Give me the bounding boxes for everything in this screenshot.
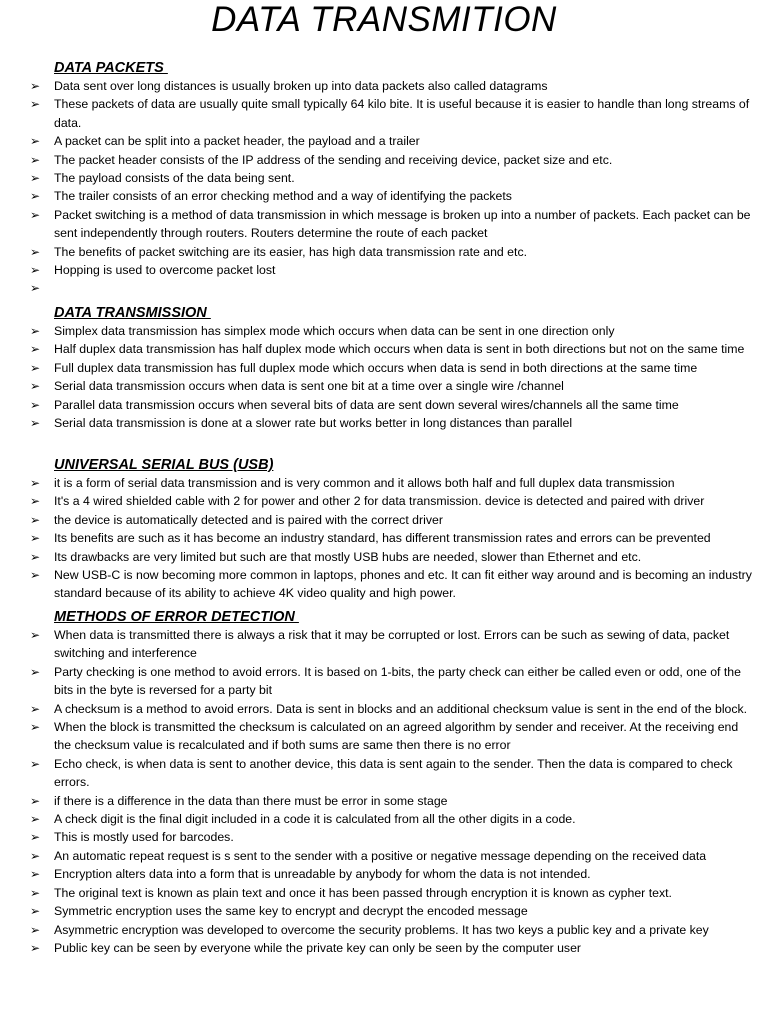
list-item (0, 169, 768, 187)
list-item (0, 261, 768, 279)
arrow-bullet-icon: ➢ (30, 379, 41, 394)
list-item (0, 663, 768, 700)
list-item (0, 132, 768, 150)
arrow-bullet-icon: ➢ (30, 756, 41, 771)
arrow-bullet-icon: ➢ (30, 476, 41, 490)
arrow-bullet-icon: ➢ (30, 904, 41, 919)
list-item-text: The packet header consists of the IP address of the sending and receiving device, packet size and etc. (54, 152, 613, 167)
list-item (0, 243, 768, 261)
list-item (0, 206, 768, 243)
arrow-bullet-icon: ➢ (30, 324, 41, 338)
list-item (0, 626, 768, 663)
list-item (0, 511, 768, 529)
arrow-bullet-icon: ➢ (30, 531, 41, 546)
bullet-list (0, 322, 768, 432)
list-item-text: The payload consists of the data being sent. (54, 171, 295, 186)
arrow-bullet-icon: ➢ (30, 171, 41, 186)
list-item-text: When data is transmitted there is always a risk that it may be corrupted or lost. Errors can be such as sewing of data, packet switching and interference (54, 628, 730, 661)
list-item (0, 810, 768, 828)
list-item-text: if there is a difference in the data than there must be error in some stage (54, 793, 448, 808)
list-item (0, 566, 768, 603)
list-item (0, 279, 768, 297)
list-item-text: it is a form of serial data transmission and is very common and it allows both half and full duplex data transmission (54, 476, 675, 490)
arrow-bullet-icon: ➢ (30, 885, 41, 900)
list-item-text: The benefits of packet switching are its easier, has high data transmission rate and etc. (54, 244, 528, 259)
list-item-text: Asymmetric encryption was developed to overcome the security problems. It has two keys a public key and a private key (54, 922, 709, 937)
list-item (0, 921, 768, 939)
arrow-bullet-icon: ➢ (30, 244, 41, 259)
list-item (0, 414, 768, 432)
list-item (0, 359, 768, 377)
list-item-text: Serial data transmission occurs when data is sent one bit at a time over a single wire /channel (54, 379, 564, 394)
list-item (0, 77, 768, 95)
section-heading: DATA PACKETS (54, 60, 168, 76)
list-item-text: Symmetric encryption uses the same key to encrypt and decrypt the encoded message (54, 904, 528, 919)
arrow-bullet-icon: ➢ (30, 793, 41, 808)
bullet-list (0, 77, 768, 298)
section-data-transmission (0, 304, 768, 432)
arrow-bullet-icon: ➢ (30, 812, 41, 827)
list-item (0, 95, 768, 132)
list-item (0, 151, 768, 169)
list-item (0, 548, 768, 566)
list-item (0, 792, 768, 810)
list-item-text: Party checking is one method to avoid errors. It is based on 1-bits, the party check can either be called even or odd, one of the bits in the byte is reversed for a party bit (54, 664, 741, 698)
arrow-bullet-icon: ➢ (30, 189, 41, 204)
arrow-bullet-icon: ➢ (30, 940, 41, 955)
list-item-text: Serial data transmission is done at a slower rate but works better in long distances than parallel (54, 416, 573, 431)
list-item (0, 474, 768, 492)
arrow-bullet-icon: ➢ (30, 512, 41, 527)
list-item-text: These packets of data are usually quite small typically 64 kilo bite. It is useful because it is easier to handle than long streams of data. (54, 97, 750, 130)
list-item-text: Its benefits are such as it has become an industry standard, has different transmission rates and errors can be prevented (54, 531, 711, 546)
arrow-bullet-icon: ➢ (30, 922, 41, 937)
list-item (0, 718, 768, 755)
list-item (0, 340, 768, 358)
section-heading: UNIVERSAL SERIAL BUS (USB) (54, 457, 274, 473)
bullet-list (0, 626, 768, 957)
arrow-bullet-icon: ➢ (30, 701, 41, 716)
list-item (0, 322, 768, 340)
arrow-bullet-icon: ➢ (30, 263, 41, 278)
arrow-bullet-icon: ➢ (30, 549, 41, 564)
list-item-text: The trailer consists of an error checking method and a way of identifying the packets (54, 189, 512, 204)
list-item-text: Full duplex data transmission has full duplex mode which occurs when data is send in both directions at the same time (54, 360, 698, 375)
arrow-bullet-icon: ➢ (30, 494, 41, 509)
document-title: DATA TRANSMITION (211, 0, 557, 39)
section-usb (0, 456, 768, 603)
arrow-bullet-icon: ➢ (30, 281, 41, 296)
bullet-list (0, 474, 768, 603)
arrow-bullet-icon: ➢ (30, 628, 41, 642)
arrow-bullet-icon: ➢ (30, 664, 41, 679)
section-error-detection (0, 608, 768, 957)
list-item-text: Public key can be seen by everyone while the private key can only be seen by the computer user (54, 940, 582, 955)
list-item-text: Data sent over long distances is usually broken up into data packets also called datagrams (54, 79, 548, 93)
list-item-text: This is mostly used for barcodes. (54, 830, 234, 845)
list-item (0, 187, 768, 205)
list-item-text: Echo check, is when data is sent to another device, this data is sent again to the sender. Then the data is compared to check errors. (54, 756, 733, 790)
list-item-text: the device is automatically detected and is paired with the correct driver (54, 512, 443, 527)
arrow-bullet-icon: ➢ (30, 97, 41, 112)
list-item-text: New USB-C is now becoming more common in laptops, phones and etc. It can fit either way around and is becoming an industry standard because of its ability to achieve 4K video quality and high power. (54, 568, 752, 601)
list-item-text: A checksum is a method to avoid errors. Data is sent in blocks and an additional checksum value is sent in the end of the block. (54, 701, 748, 716)
list-item (0, 755, 768, 792)
section-data-packets (0, 59, 768, 298)
list-item-text: A packet can be split into a packet header, the payload and a trailer (54, 134, 420, 149)
list-item (0, 377, 768, 395)
section-heading: METHODS OF ERROR DETECTION (54, 609, 299, 625)
list-item (0, 939, 768, 957)
list-item (0, 828, 768, 846)
arrow-bullet-icon: ➢ (30, 416, 41, 431)
list-item (0, 847, 768, 865)
arrow-bullet-icon: ➢ (30, 397, 41, 412)
list-item-text: Encryption alters data into a form that is unreadable by anybody for whom the data is not intended. (54, 867, 591, 882)
list-item-text: Its drawbacks are very limited but such are that mostly USB hubs are needed, slower than Ethernet and etc. (54, 549, 642, 564)
list-item-text: An automatic repeat request is s sent to the sender with a positive or negative message depending on the received data (54, 848, 707, 863)
arrow-bullet-icon: ➢ (30, 134, 41, 149)
section-heading: DATA TRANSMISSION (54, 305, 211, 321)
arrow-bullet-icon: ➢ (30, 342, 41, 357)
arrow-bullet-icon: ➢ (30, 830, 41, 845)
list-item-text: Half duplex data transmission has half duplex mode which occurs when data is sent in both directions but not on the same time (54, 342, 745, 357)
list-item (0, 396, 768, 414)
arrow-bullet-icon: ➢ (30, 207, 41, 222)
list-item (0, 884, 768, 902)
arrow-bullet-icon: ➢ (30, 720, 41, 735)
list-item-text: Packet switching is a method of data transmission in which message is broken up into a number of packets. Each packet can be sent independently through routers. Routers determine the route of each packet (54, 207, 751, 241)
list-item-text: Simplex data transmission has simplex mode which occurs when data can be sent in one direction only (54, 324, 615, 338)
list-item-text: A check digit is the final digit included in a code it is calculated from all the other digits in a code. (54, 812, 576, 827)
arrow-bullet-icon: ➢ (30, 79, 41, 93)
arrow-bullet-icon: ➢ (30, 360, 41, 375)
list-item (0, 529, 768, 547)
list-item-text: Parallel data transmission occurs when several bits of data are sent down several wires/channels all the same time (54, 397, 679, 412)
arrow-bullet-icon: ➢ (30, 867, 41, 882)
list-item (0, 492, 768, 510)
arrow-bullet-icon: ➢ (30, 848, 41, 863)
list-item-text: The original text is known as plain text and once it has been passed through encryption it is known as cypher text. (54, 885, 672, 900)
list-item (0, 865, 768, 883)
list-item (0, 700, 768, 718)
list-item-text: It's a 4 wired shielded cable with 2 for power and other 2 for data transmission. device is detected and paired with driver (54, 494, 705, 509)
arrow-bullet-icon: ➢ (30, 152, 41, 167)
list-item (0, 902, 768, 920)
list-item-text: When the block is transmitted the checksum is calculated on an agreed algorithm by sender and receiver. At the receiving end the checksum value is recalculated and if both sums are same then there is no error (54, 720, 739, 753)
list-item-text: Hopping is used to overcome packet lost (54, 263, 276, 278)
arrow-bullet-icon: ➢ (30, 568, 41, 583)
